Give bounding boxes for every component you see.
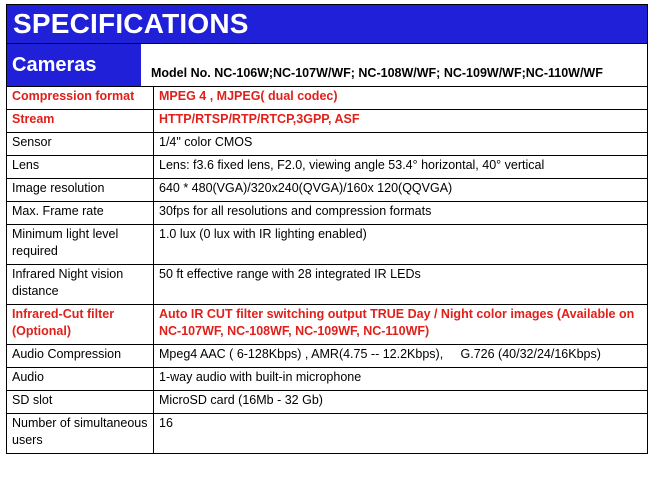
spec-label: Stream [7, 110, 154, 133]
table-row [7, 110, 648, 133]
table-row [7, 345, 648, 368]
spec-value: 640 * 480(VGA)/320x240(QVGA)/160x 120(QQVGA) [154, 179, 648, 202]
spec-label: Sensor [7, 133, 154, 156]
spec-label: Number of simultaneous users [7, 414, 154, 454]
table-row [7, 225, 648, 265]
spec-label: Minimum light level required [7, 225, 154, 265]
spec-label: Image resolution [7, 179, 154, 202]
spec-value: 16 [154, 414, 648, 454]
page-title: SPECIFICATIONS [13, 8, 249, 39]
table-row [7, 133, 648, 156]
spec-value: 1.0 lux (0 lux with IR lighting enabled) [154, 225, 648, 265]
section-header [7, 44, 141, 86]
spec-label: Audio Compression [7, 345, 154, 368]
spec-label: Compression format [7, 87, 154, 110]
spec-label: Max. Frame rate [7, 202, 154, 225]
table-row [7, 368, 648, 391]
spec-label: SD slot [7, 391, 154, 414]
spec-label: Infrared-Cut filter (Optional) [7, 305, 154, 345]
table-row [7, 305, 648, 345]
table-row [7, 87, 648, 110]
spec-label: Audio [7, 368, 154, 391]
spec-table [6, 86, 648, 454]
spec-value: Mpeg4 AAC ( 6-128Kbps) , AMR(4.75 -- 12.2Kbps), G.726 (40/32/24/16Kbps) [154, 345, 648, 368]
spec-value: Auto IR CUT filter switching output TRUE Day / Night color images (Available on NC-107WF, NC-108WF, NC-109WF, NC-110WF) [154, 305, 648, 345]
spec-label: Infrared Night vision distance [7, 265, 154, 305]
table-row [7, 156, 648, 179]
spec-value: Lens: f3.6 fixed lens, F2.0, viewing angle 53.4° horizontal, 40° vertical [154, 156, 648, 179]
model-row [6, 44, 648, 86]
spec-value: 50 ft effective range with 28 integrated IR LEDs [154, 265, 648, 305]
model-number: Model No. NC-106W;NC-107W/WF; NC-108W/WF; NC-109W/WF;NC-110W/WF [151, 66, 603, 80]
spec-value: 1-way audio with built-in microphone [154, 368, 648, 391]
spec-value: HTTP/RTSP/RTP/RTCP,3GPP, ASF [154, 110, 648, 133]
table-row [7, 414, 648, 454]
spec-label: Lens [7, 156, 154, 179]
spec-sheet [6, 4, 648, 454]
section-title: Cameras [12, 53, 97, 76]
table-row [7, 179, 648, 202]
table-row [7, 202, 648, 225]
spec-value: 30fps for all resolutions and compression formats [154, 202, 648, 225]
title-bar [6, 4, 648, 44]
spec-value: MicroSD card (16Mb - 32 Gb) [154, 391, 648, 414]
spec-value: 1/4" color CMOS [154, 133, 648, 156]
spec-value: MPEG 4 , MJPEG( dual codec) [154, 87, 648, 110]
table-row [7, 265, 648, 305]
table-row [7, 391, 648, 414]
